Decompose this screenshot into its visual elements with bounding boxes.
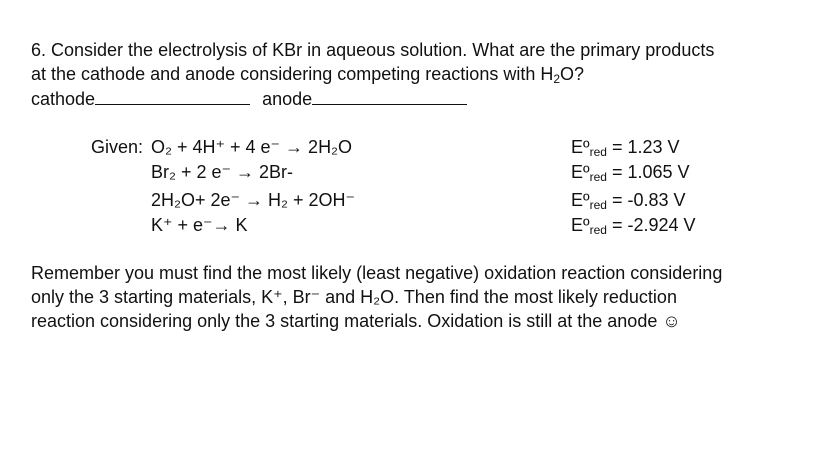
question-line-1: 6. Consider the electrolysis of KBr in aqueous solution. What are the primary products bbox=[31, 40, 715, 60]
potential-sub: red bbox=[589, 198, 607, 212]
potential-value: = 1.065 V bbox=[606, 162, 690, 182]
question-line-2 bbox=[31, 62, 584, 86]
cathode-answer-blank[interactable] bbox=[95, 86, 250, 105]
potential-symbol: Eº bbox=[571, 162, 590, 182]
remember-line-3: reaction considering only the 3 starting materials. Oxidation is still at the anode ☺ bbox=[31, 311, 681, 331]
cathode-label: cathode bbox=[31, 89, 96, 109]
reaction-1-potential bbox=[571, 135, 680, 159]
potential-sub: red bbox=[589, 170, 607, 184]
answer-line bbox=[31, 86, 467, 111]
anode-answer-blank[interactable] bbox=[312, 86, 467, 105]
potential-symbol: Eº bbox=[571, 137, 590, 157]
question-line-2-sub: 2 bbox=[553, 72, 561, 86]
reaction-4-equation: K⁺ + e⁻→ K bbox=[151, 215, 248, 235]
remember-line-1: Remember you must find the most likely (least negative) oxidation reaction considering bbox=[31, 263, 723, 283]
question-line-2-text: at the cathode and anode considering competing reactions with H bbox=[31, 64, 554, 84]
question-line-2-end: O? bbox=[560, 64, 585, 84]
reaction-4-potential bbox=[571, 213, 696, 237]
reaction-3-equation: 2H₂O+ 2e⁻ → H₂ + 2OH⁻ bbox=[151, 190, 356, 210]
potential-sub: red bbox=[589, 145, 607, 159]
potential-value: = -0.83 V bbox=[606, 190, 686, 210]
potential-sub: red bbox=[589, 223, 607, 237]
reaction-2-equation: Br₂ + 2 e⁻ → 2Br- bbox=[151, 162, 294, 182]
reaction-3-potential bbox=[571, 188, 686, 212]
anode-label: anode bbox=[262, 89, 313, 109]
reaction-1-equation: O₂ + 4H⁺ + 4 e⁻ → 2H₂O bbox=[151, 137, 353, 157]
reaction-2-potential bbox=[571, 160, 690, 184]
potential-symbol: Eº bbox=[571, 215, 590, 235]
potential-value: = -2.924 V bbox=[606, 215, 696, 235]
potential-symbol: Eº bbox=[571, 190, 590, 210]
given-label: Given: bbox=[91, 137, 144, 157]
potential-value: = 1.23 V bbox=[606, 137, 680, 157]
remember-line-2: only the 3 starting materials, K⁺, Br⁻ and H₂O. Then find the most likely reduction bbox=[31, 287, 677, 307]
